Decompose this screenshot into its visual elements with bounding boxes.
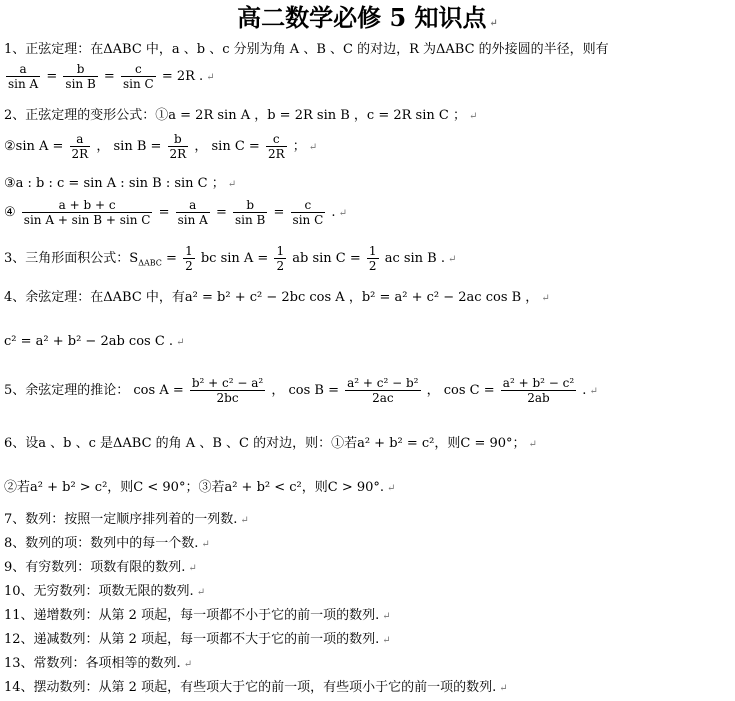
item-6-cases: ②若a² + b² > c²，则C < 90°；③若a² + b² < c²，则C > 90°. xyxy=(4,480,385,495)
item-14-label: 14、摆动数列：从第 2 项起，有些项大于它的前一项，有些项小于它的前一项的数列. xyxy=(4,680,497,695)
page-title xyxy=(0,0,735,36)
return-mark: ↵ xyxy=(489,18,498,29)
formula-mid: ， sin C = xyxy=(194,139,260,154)
return-mark: ↵ xyxy=(176,337,185,348)
item-12-label: 12、递减数列：从第 2 项起，每一项都不大于它的前一项的数列. xyxy=(4,632,380,647)
denominator: 2ab xyxy=(527,391,550,405)
item-2-sub3 xyxy=(4,176,236,193)
denominator: sin B xyxy=(235,213,266,227)
fraction xyxy=(190,376,265,405)
denominator: 2R xyxy=(169,147,187,161)
numerator: b xyxy=(168,132,189,147)
formula-mid: ， cos B = xyxy=(271,383,339,398)
return-mark: ↵ xyxy=(308,142,318,153)
numerator: c xyxy=(266,132,287,147)
numerator: 1 xyxy=(276,244,285,258)
numerator: 1 xyxy=(368,244,377,258)
return-mark: ↵ xyxy=(499,683,508,694)
item-2-sub2 xyxy=(4,132,317,161)
item-4-formula: c² = a² + b² − 2ab cos C . xyxy=(4,334,174,349)
denominator: 2ac xyxy=(372,391,394,405)
denominator: 2bc xyxy=(216,391,239,405)
fraction xyxy=(121,62,156,91)
formula-tail: . xyxy=(331,205,336,220)
numerator: a + b + c xyxy=(22,198,153,213)
return-mark: ↵ xyxy=(589,386,598,397)
item-12 xyxy=(4,632,391,649)
fraction xyxy=(6,62,40,91)
numerator: a² + b² − c² xyxy=(502,376,575,390)
fraction xyxy=(367,244,379,273)
item-4-text xyxy=(4,290,550,307)
item-2-ratio: ③a : b : c = sin A : sin B : sin C ； xyxy=(4,176,225,191)
denominator: sin C xyxy=(292,213,324,227)
numerator: b² + c² − a² xyxy=(191,376,264,390)
item-6-text xyxy=(4,436,537,453)
equals: = xyxy=(46,69,58,84)
fraction xyxy=(266,132,287,161)
fraction xyxy=(291,198,326,227)
return-mark: ↵ xyxy=(188,563,197,574)
denominator: 2 xyxy=(276,259,285,273)
fraction xyxy=(176,198,210,227)
denominator: sin B xyxy=(65,77,96,91)
denominator: 2 xyxy=(368,259,377,273)
formula-tail: ； xyxy=(292,139,306,154)
numerator: a xyxy=(70,132,91,147)
fraction xyxy=(22,198,153,227)
fraction xyxy=(233,198,267,227)
denominator: 2 xyxy=(185,259,193,273)
item-2-label: 2、正弦定理的变形公式：①a = 2R sin A ，b = 2R sin B ，c = 2R sin C ； xyxy=(4,108,466,123)
formula-part: bc sin A = xyxy=(200,251,273,266)
item-8 xyxy=(4,536,210,553)
formula-lead: ④ xyxy=(4,205,16,220)
item-11 xyxy=(4,608,391,625)
return-mark: ↵ xyxy=(196,587,206,598)
numerator: 1 xyxy=(185,244,193,258)
item-13-label: 13、常数列：各项相等的数列. xyxy=(4,656,181,671)
item-4-label: 4、余弦定理：在ΔABC 中，有a² = b² + c² − 2bc cos A ，b² = a² + c² − 2ac cos B ， xyxy=(4,290,539,305)
return-mark: ↵ xyxy=(382,635,391,646)
item-11-label: 11、递增数列：从第 2 项起，每一项都不小于它的前一项的数列. xyxy=(4,608,380,623)
return-mark: ↵ xyxy=(240,515,249,526)
formula-lead: ②sin A = xyxy=(4,139,64,154)
return-mark: ↵ xyxy=(227,179,237,190)
item-9-label: 9、有穷数列：项数有限的数列. xyxy=(4,560,186,575)
item-14 xyxy=(4,680,508,697)
item-3-label: 3、三角形面积公式：S xyxy=(4,251,139,266)
fraction xyxy=(70,132,91,161)
numerator: a xyxy=(176,198,210,213)
formula-mid: ， sin B = xyxy=(96,139,162,154)
page-title-text: 高二数学必修 5 知识点 xyxy=(237,3,487,32)
formula-tail: . xyxy=(582,383,587,398)
formula-part: ab sin C = xyxy=(292,251,365,266)
item-6-label: 6、设a 、b 、c 是ΔABC 的角 A 、B 、C 的对边，则：①若a² + b² = c²，则C = 90°； xyxy=(4,436,526,451)
fraction xyxy=(345,376,420,405)
item-5-label: 5、余弦定理的推论： cos A = xyxy=(4,383,184,398)
return-mark: ↵ xyxy=(528,439,537,450)
fraction xyxy=(274,244,286,273)
item-6-sub xyxy=(4,480,395,497)
item-2-sub4: ④ $\frac{a + b + c}{\text{sin A + sin B + sin C}}$ = $\frac{a}{\text{sin A}}$ = $\frac{b}{\text{sin B}}$ = $\frac{c}{\text{sin C}}$ . ↵ xyxy=(4,198,347,227)
item-10-label: 10、无穷数列：项数无限的数列. xyxy=(4,584,194,599)
numerator: c xyxy=(121,62,156,77)
equals: = xyxy=(103,69,115,84)
return-mark: ↵ xyxy=(387,483,396,494)
formula-tail: = 2R . xyxy=(161,69,204,84)
return-mark: ↵ xyxy=(183,659,193,670)
item-3 xyxy=(4,244,456,273)
return-mark: ↵ xyxy=(541,293,550,304)
denominator: 2R xyxy=(267,147,285,161)
item-4-sub xyxy=(4,334,184,351)
return-mark: ↵ xyxy=(448,254,457,265)
item-7 xyxy=(4,512,249,529)
item-9 xyxy=(4,560,197,577)
item-10 xyxy=(4,584,205,601)
numerator: a xyxy=(6,62,40,77)
numerator: a² + c² − b² xyxy=(347,376,419,390)
fraction xyxy=(501,376,576,405)
numerator: c xyxy=(291,198,326,213)
return-mark: ↵ xyxy=(338,208,347,219)
item-7-label: 7、数列：按照一定顺序排列着的一列数. xyxy=(4,512,238,527)
return-mark: ↵ xyxy=(382,611,391,622)
numerator: b xyxy=(63,62,97,77)
return-mark: ↵ xyxy=(468,111,478,122)
numerator: b xyxy=(233,198,267,213)
formula-mid: ， cos C = xyxy=(426,383,495,398)
fraction xyxy=(183,244,195,273)
formula-part: ac sin B . xyxy=(384,251,446,266)
item-1-formula xyxy=(4,62,215,91)
item-1-label: 1、正弦定理：在ΔABC 中，a 、b 、c 分别为角 A 、B 、C 的对边，R 为ΔABC 的外接圆的半径，则有 xyxy=(4,42,609,57)
denominator: 2R xyxy=(71,147,89,161)
return-mark: ↵ xyxy=(201,539,210,550)
subscript: ΔABC xyxy=(138,258,162,268)
item-13 xyxy=(4,656,192,673)
formula-part: = xyxy=(166,251,182,266)
fraction xyxy=(63,62,97,91)
denominator: sin A xyxy=(8,77,39,91)
item-2-text xyxy=(4,108,477,125)
denominator: sin A xyxy=(177,213,208,227)
item-1-text xyxy=(4,42,609,58)
item-8-label: 8、数列的项：数列中的每一个数. xyxy=(4,536,199,551)
fraction xyxy=(168,132,189,161)
denominator: sin C xyxy=(122,77,154,91)
denominator: sin A + sin B + sin C xyxy=(23,213,151,227)
item-5 xyxy=(4,376,598,405)
return-mark: ↵ xyxy=(206,72,215,83)
